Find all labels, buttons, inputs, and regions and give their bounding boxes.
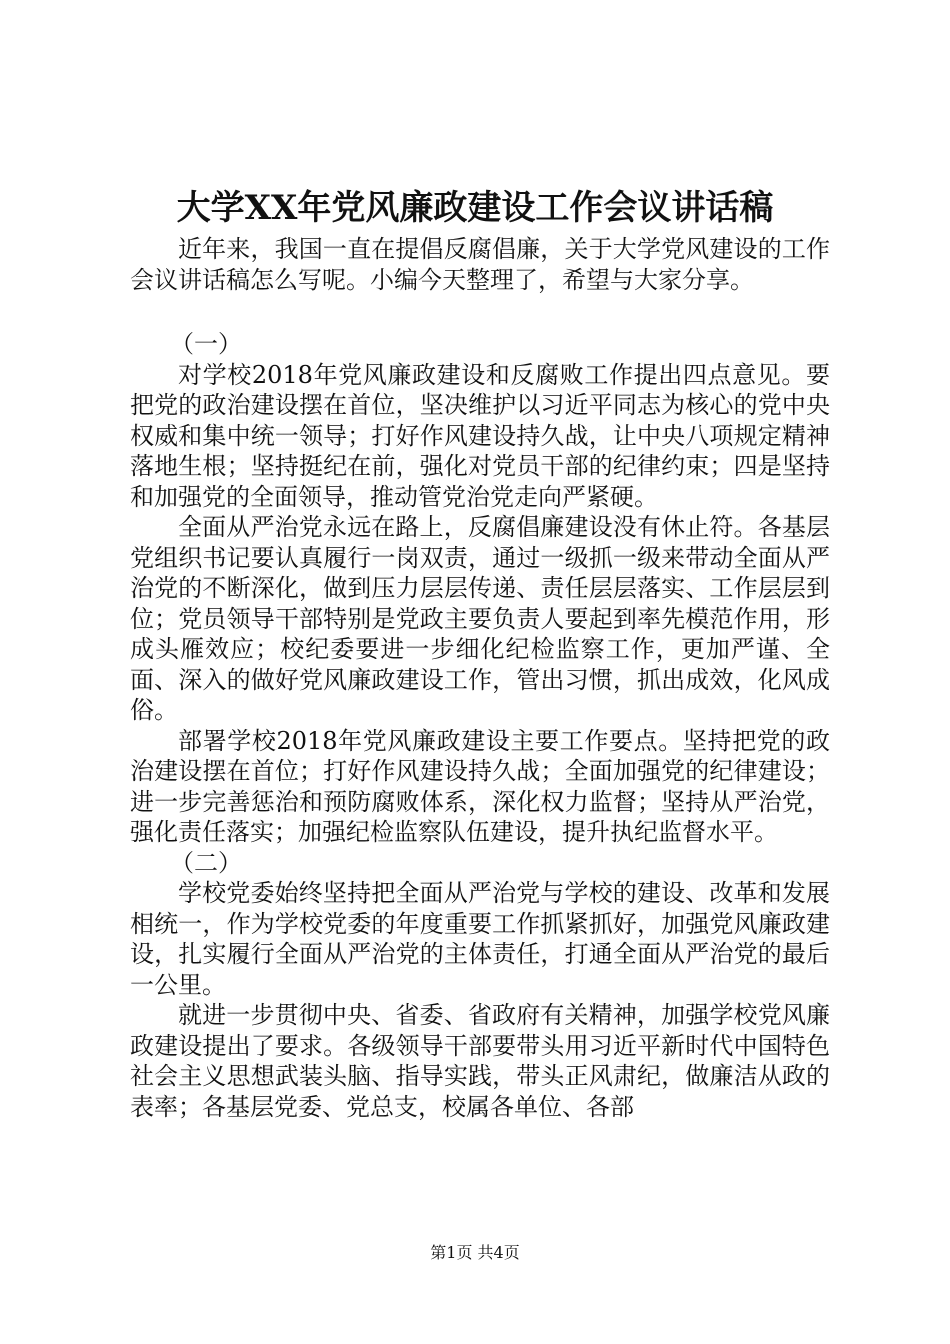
section-heading-1: （一） <box>170 330 242 358</box>
section1-paragraph-1: 对学校2018年党风廉政建设和反腐败工作提出四点意见。要把党的政治建设摆在首位，坚决维护以习近平同志为核心的党中央权威和集中统一领导；打好作风建设持久战，让中央八项规定精神落地生根；坚持挺纪在前，强化对党员干部的纪律约束；四是坚持和加强党的全面领导，推动管党治党走向严紧硬。 <box>130 360 830 511</box>
section-heading-2: （二） <box>170 848 242 877</box>
document-title: 大学XX年党风廉政建设工作会议讲话稿 <box>176 188 774 228</box>
page-footer: 第1页 共4页 <box>430 1243 520 1262</box>
section2-paragraph-2: 就进一步贯彻中央、省委、省政府有关精神，加强学校党风廉政建设提出了要求。各级领导干部要带头用习近平新时代中国特色社会主义思想武装头脑、指导实践，带头正风肃纪，做廉洁从政的表率；各基层党委、党总支，校属各单位、各部 <box>130 1001 830 1121</box>
section2-paragraph-1: 学校党委始终坚持把全面从严治党与学校的建设、改革和发展相统一，作为学校党委的年度重要工作抓紧抓好，加强党风廉政建设，扎实履行全面从严治党的主体责任，打通全面从严治党的最后一公里。 <box>130 879 830 999</box>
intro-paragraph: 近年来，我国一直在提倡反腐倡廉，关于大学党风建设的工作会议讲话稿怎么写呢。小编今天整理了，希望与大家分享。 <box>130 235 830 294</box>
spacer <box>130 295 830 329</box>
section1-paragraph-3: 部署学校2018年党风廉政建设主要工作要点。坚持把党的政治建设摆在首位；打好作风建设持久战；全面加强党的纪律建设；进一步完善惩治和预防腐败体系，深化权力监督；坚持从严治党，强化责任落实；加强纪检监察队伍建设，提升执纪监督水平。 <box>130 726 830 846</box>
document-body <box>130 234 830 1122</box>
section1-paragraph-2: 全面从严治党永远在路上，反腐倡廉建设没有休止符。各基层党组织书记要认真履行一岗双责，通过一级抓一级来带动全面从严治党的不断深化，做到压力层层传递、责任层层落实、工作层层到位；党员领导干部特别是党政主要负责人要起到率先模范作用，形成头雁效应；校纪委要进一步细化纪检监察工作，更加严谨、全面、深入的做好党风廉政建设工作，管出习惯，抓出成效，化风成俗。 <box>130 513 830 724</box>
